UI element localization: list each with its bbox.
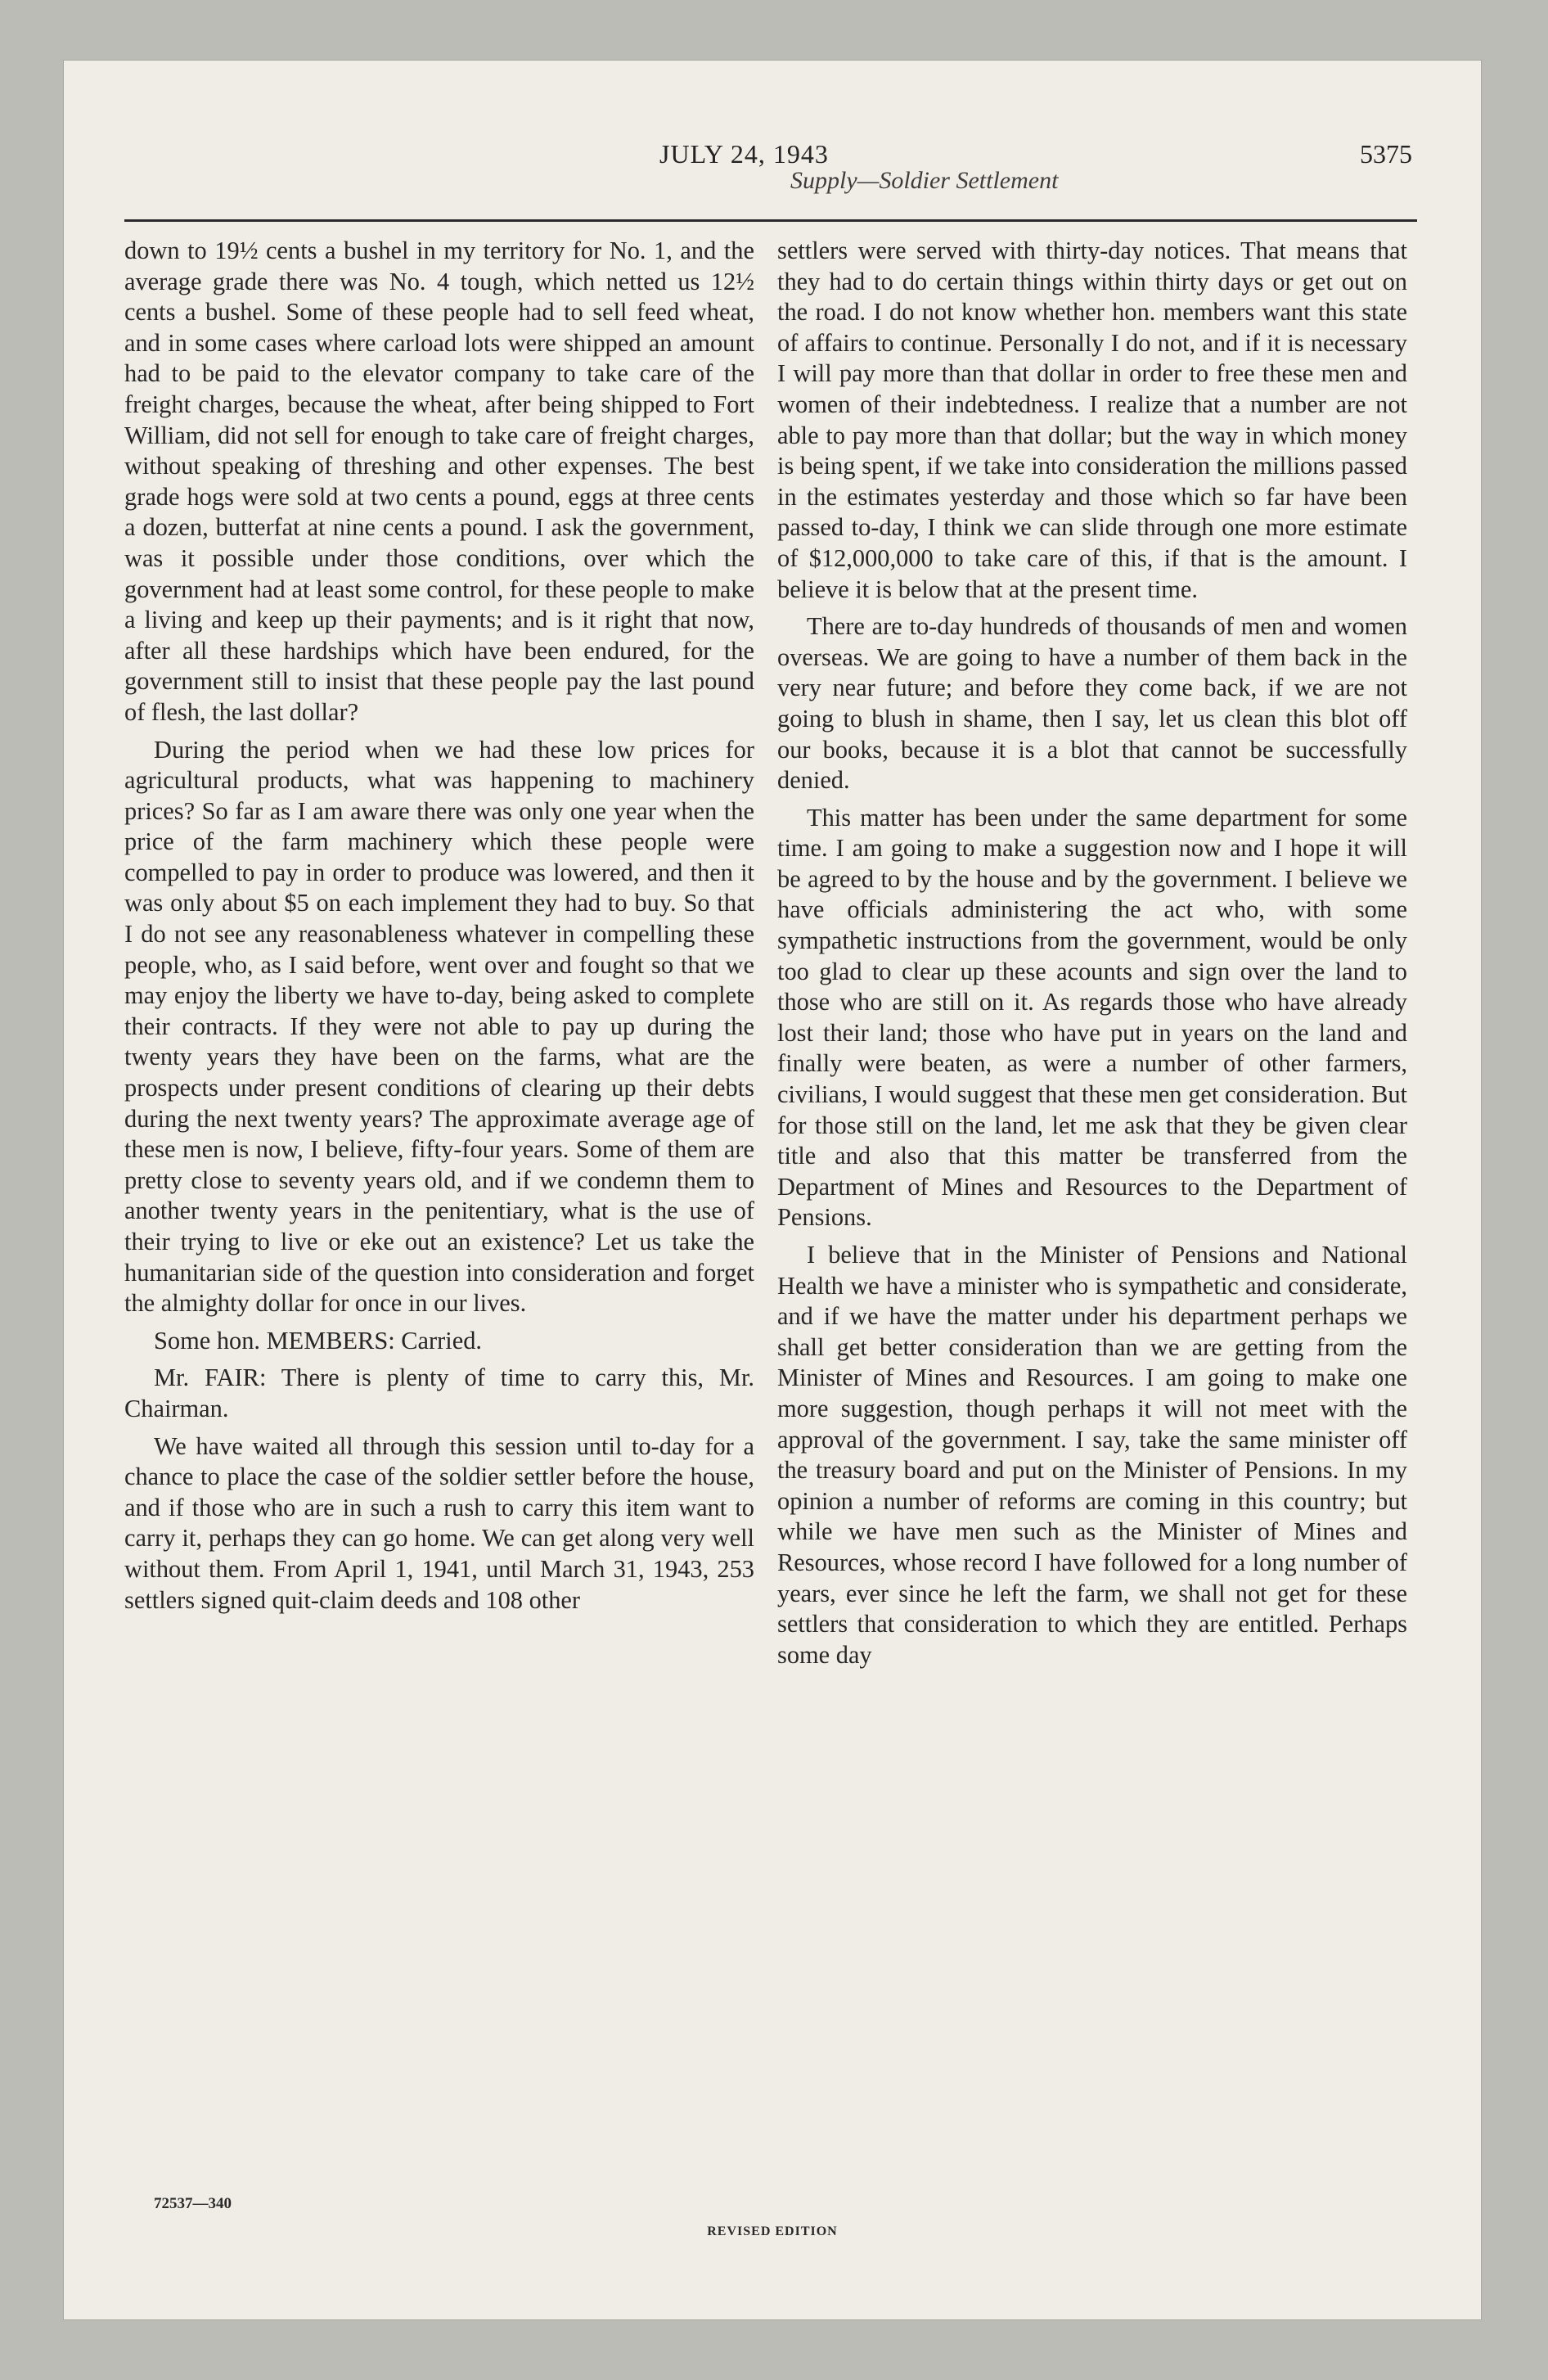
header-section-title: Supply—Soldier Settlement bbox=[790, 167, 1059, 194]
paragraph: During the period when we had these low prices for agricultural products, what was happening to machinery prices? So far as I am aware there was only one year when the price of the farm machinery which these people were compelled to pay in order to produce was lowered, and then it was only about $5 on each implement they had to buy. So that I do not see any reasonableness whatever in compelling these people, who, as I said before, went over and fought so that we may enjoy the liberty we have to-day, being asked to complete their contracts. If they were not able to pay up during the twenty years they have been on the farms, what are the prospects under present conditions of clearing up their debts during the next twenty years? The approximate average age of these men is now, I believe, fifty-four years. Some of them are pretty close to seventy years old, and if we condemn them to another twenty years in the penitentiary, what is the use of their trying to live or eke out an existence? Let us take the humanitarian side of the question into consideration and forget the almighty dollar for once in our lives. bbox=[124, 735, 754, 1318]
edition-label: REVISED EDITION bbox=[707, 2224, 838, 2238]
print-code: 72537—340 bbox=[154, 2195, 232, 2212]
paragraph: I believe that in the Minister of Pensions and National Health we have a minister who is sympathetic and considerate, and if we have the matter under his department perhaps we shall get better consideration than we are getting from the Minister of Mines and Resources. I am going to make one more suggestion, though perhaps it will not meet with the approval of the government. I say, take the same minister off the treasury board and put on the Minister of Pensions. In my opinion a number of reforms are coming in this country; but while we have men such as the Minister of Mines and Resources, whose record I have followed for a long number of years, ever since he left the farm, we shall not get for these settlers that consideration to which they are entitled. Perhaps some day bbox=[777, 1241, 1407, 1669]
paragraph: There are to-day hundreds of thousands of men and women overseas. We are going to have a number of them back in the very near future; and before they come back, if we are not going to blush in shame, then I say, let us clean this blot off our books, because it is a blot that cannot be successfully denied. bbox=[777, 612, 1407, 795]
paragraph: We have waited all through this session until to-day for a chance to place the case of the soldier settler before the house, and if those who are in such a rush to carry this item want to carry it, perhaps they can go home. We can get along very well without them. From April 1, 1941, until March 31, 1943, 253 settlers signed quit-claim deeds and 108 other bbox=[124, 1431, 754, 1614]
right-column bbox=[777, 236, 1407, 1670]
hansard-page bbox=[64, 61, 1481, 2319]
header-date: JULY 24, 1943 bbox=[659, 139, 829, 169]
paragraph: settlers were served with thirty-day notices. That means that they had to do certain things within thirty days or get out on the road. I do not know whether hon. members want this state of affairs to continue. Personally I do not, and if it is necessary I will pay more than that dollar in order to free these men and women of their indebtedness. I realize that a number are not able to pay more than that dollar; but the way in which money is being spent, if we take into consideration the millions passed in the estimates yesterday and those which so far have been passed to-day, I think we can slide through one more estimate of $12,000,000 to take care of this, if that is the amount. I believe it is below that at the present time. bbox=[777, 237, 1407, 603]
paragraph: This matter has been under the same department for some time. I am going to make a suggestion now and I hope it will be agreed to by the house and by the government. I believe we have officials administering the act who, with some sympathetic instructions from the government, would be only too glad to clear up these acounts and sign over the land to those who are still on it. As regards those who have already lost their land; those who have put in years on the land and finally were beaten, as were a number of other farmers, civilians, I would suggest that these men get consideration. But for those still on the land, let me ask that they be given clear title and also that this matter be transferred from the Department of Mines and Resources to the Department of Pensions. bbox=[777, 803, 1407, 1232]
header-rule bbox=[124, 219, 1417, 222]
left-column bbox=[124, 236, 754, 1616]
paragraph: Mr. FAIR: There is plenty of time to carry this, Mr. Chairman. bbox=[124, 1364, 754, 1422]
paragraph: down to 19½ cents a bushel in my territory for No. 1, and the average grade there was No. 4 tough, which netted us 12½ cents a bushel. Some of these people had to sell feed wheat, and in some cases where carload lots were shipped an amount had to be paid to the elevator company to take care of the freight charges, because the wheat, after being shipped to Fort William, did not sell for enough to take care of freight charges, without speaking of threshing and other expenses. The best grade hogs were sold at two cents a pound, eggs at three cents a dozen, butterfat at nine cents a pound. I ask the government, was it possible under those conditions, over which the government had at least some control, for these people to make a living and keep up their payments; and is it right that now, after all these hardships which have been endured, for the government still to insist that these people pay the last pound of flesh, the last dollar? bbox=[124, 237, 754, 726]
page-header bbox=[64, 61, 1481, 232]
page-number: 5375 bbox=[1360, 139, 1412, 169]
paragraph: Some hon. MEMBERS: Carried. bbox=[154, 1326, 482, 1355]
